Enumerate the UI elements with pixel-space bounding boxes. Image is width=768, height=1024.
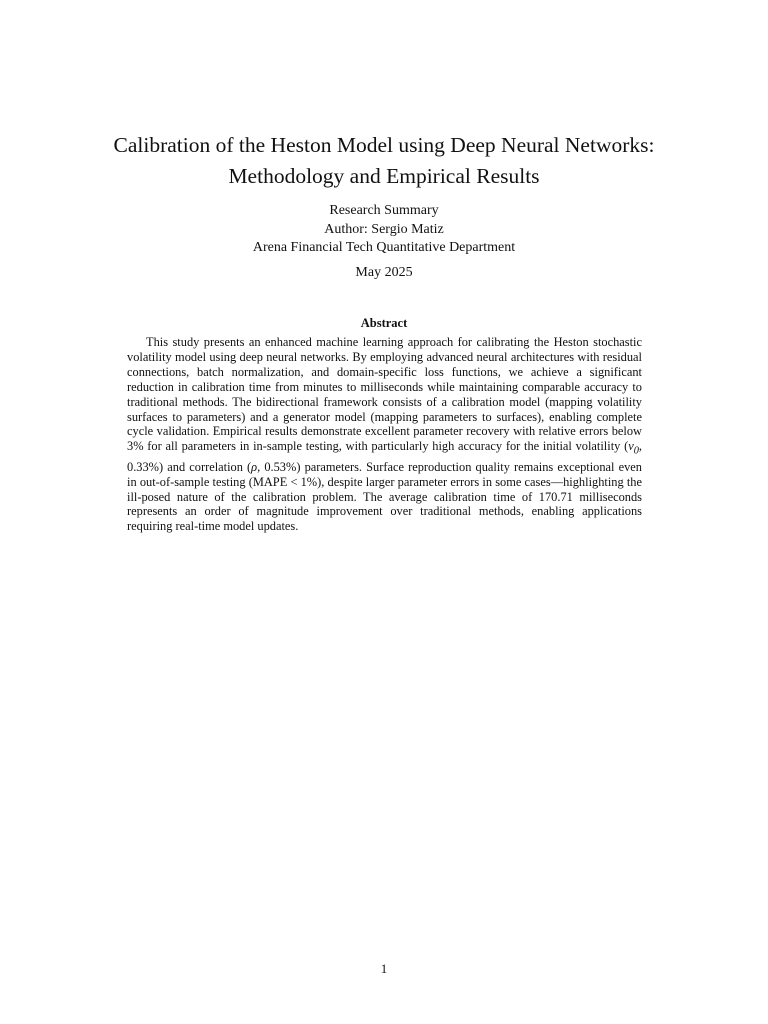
symbol-rho: ρ (251, 459, 258, 474)
title-line-1: Calibration of the Heston Model using Deep Neural Networks: (113, 133, 655, 157)
abstract-text-part-3: , 0.53%) parameters. Surface reproduction quality remains exceptional even in out-of-sample testing (MAPE < 1%), despite larger parameter errors in some cases—highlighting the ill-posed nature of the calibration problem. The average calibration time of 170.71 milliseconds represents an order of magnitude improvement over traditional methods, enabling applications requiring real-time model updates. (127, 459, 642, 534)
paper-meta (60, 202, 708, 258)
abstract-text-part-1: This study presents an enhanced machine learning approach for calibrating the Heston stochastic volatility model using deep neural networks. By employing advanced neural architectures with residual connections, batch normalization, and domain-specific loss functions, we achieve a significant reduction in calibration time from minutes to milliseconds while maintaining comparable accuracy to traditional methods. The bidirectional framework consists of a calibration model (mapping volatility surfaces to parameters) and a generator model (mapping parameters to surfaces), enabling complete cycle validation. Empirical results demonstrate excellent parameter recovery with relative errors below 3% for all parameters in in-sample testing, with particularly high accuracy for the initial volatility ( (127, 335, 642, 454)
paper-author: Author: Sergio Matiz (324, 221, 444, 237)
paper-date: May 2025 (355, 265, 413, 280)
title-line-2: Methodology and Empirical Results (228, 164, 540, 188)
abstract-body (127, 335, 642, 534)
paper-affiliation: Arena Financial Tech Quantitative Department (252, 240, 516, 255)
abstract-text-part-2: , 0.33%) and correlation ( (127, 439, 642, 474)
symbol-v0: $v_0$ (628, 439, 639, 457)
paper-subtitle: Research Summary (329, 203, 439, 218)
paper-title (60, 130, 708, 192)
abstract-heading: Abstract (360, 316, 408, 330)
symbol-v0-subscript: 0 (633, 445, 639, 457)
page-number: 1 (380, 961, 388, 976)
